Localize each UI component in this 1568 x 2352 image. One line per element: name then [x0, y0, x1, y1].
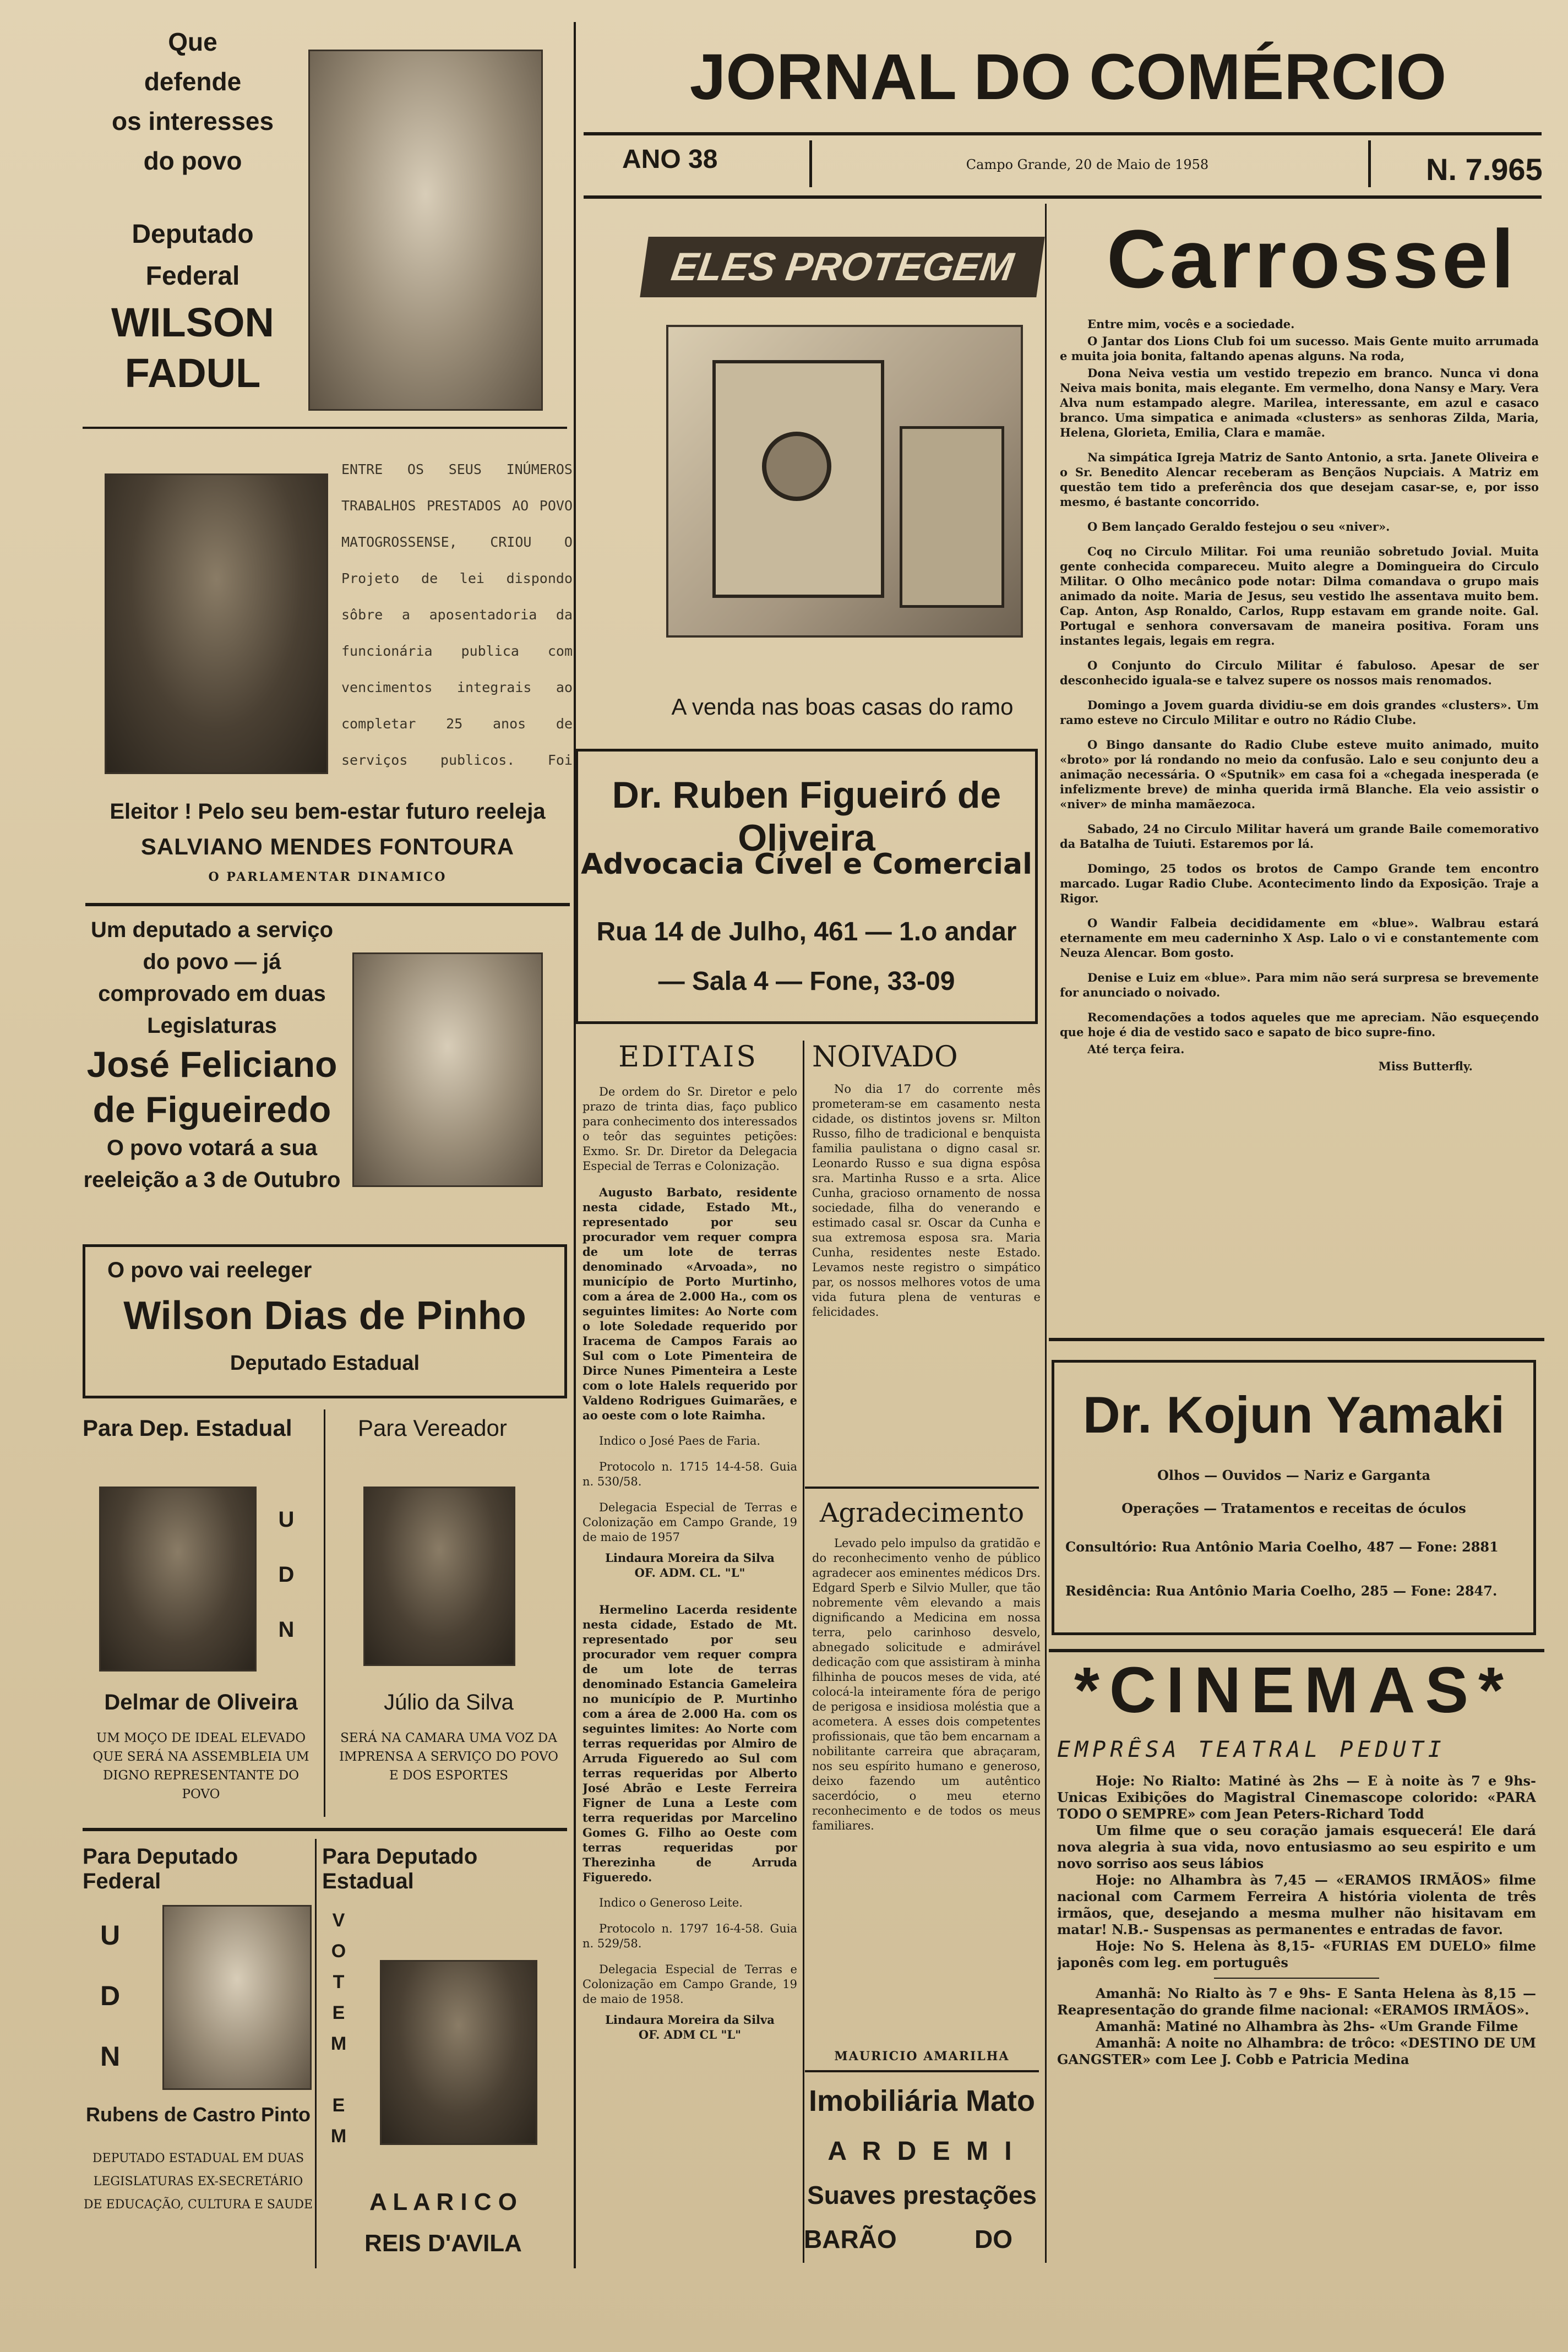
fadul-name2: FADUL [124, 350, 261, 396]
wilson-dias-name: Wilson Dias de Pinho [123, 1294, 526, 1338]
protegem-ad [633, 226, 1052, 738]
carrossel-p: O Conjunto do Circulo Militar é fabuloso. Apesar de ser desconhecido iguala-se e talvez supere os nossos mais renomados. [1060, 658, 1539, 687]
votem-letter: E [332, 2095, 345, 2116]
kojun-name: Dr. Kojun Yamaki [1082, 1386, 1505, 1444]
kojun-cons: Consultório: Rua Antônio Maria Coelho, 487 — Fone: 2881 [1065, 1539, 1499, 1555]
votem-letter: O [331, 1941, 346, 1962]
dep-estadual-header: Para Dep. Estadual [83, 1415, 292, 1441]
cinemas-p6: Amanhã: Matiné no Alhambra às 2hs- «Um Grande Filme [1096, 2018, 1518, 2034]
rubens-desc: DEPUTADO ESTADUAL EM DUAS LEGISLATURAS EX-SECRETÁRIO DE EDUCAÇÃO, CULTURA E SAUDE [83, 2152, 313, 2212]
agradecimento-sig: MAURICIO AMARILHA [834, 2049, 1010, 2064]
cinemas-body [1057, 1773, 1536, 2257]
votem-letter [325, 2059, 352, 2090]
dep-federal-header: Para Deputado Federal [83, 1844, 238, 1893]
imobiliaria-l4b: DO [974, 2225, 1012, 2253]
wilson-dias-l1: O povo vai reeleger [107, 1258, 312, 1282]
cinemas-title: *CINEMAS* [1074, 1654, 1513, 1727]
feliciano-photo [352, 952, 543, 1187]
masthead-dateline: Campo Grande, 20 de Maio de 1958 [966, 157, 1209, 172]
ruben-name: Dr. Ruben Figueiró de Oliveira [612, 774, 1001, 859]
masthead-rule-bottom [584, 195, 1542, 199]
masthead-rule-top [584, 132, 1542, 135]
feliciano-name1: José Feliciano [86, 1044, 337, 1085]
udn-letter: D [100, 1980, 121, 2011]
fadul-line2: defende [144, 67, 242, 96]
masthead-number: N. 7.965 [1426, 152, 1543, 187]
salviano-text: ENTRE OS SEUS INÚMEROS TRABALHOS PRESTADOS AO POVO MATOGROSSENSE, CRIOU O Projeto de lei dispondo sôbre a aposentadoria da funcionária publica com vencimentos integrais ao completar 25 anos de serviços publicos. Foi [341, 461, 573, 768]
carrossel-title: Carrossel [1107, 213, 1518, 305]
editais-sig4: OF. ADM CL "L" [638, 2028, 742, 2041]
carrossel-p: Dona Neiva vestia um vestido trepezio em branco. Nunca vi dona Neiva mais bonita, mais elegante. Em vermelho, dona Nansy e Mary. Vera Alva num estampado alegre. Marilea, interessante, em azul e casaco branco. Uma simpatica e animada «clusters» as senhoras Zilda, Maria, Helena, Glorieta, Emilia, Clara e mamãe. [1060, 366, 1539, 439]
cabinet-icon [900, 426, 1004, 608]
carrossel-p: Na simpática Igreja Matriz de Santo Antonio, a srta. Janete Oliveira e o Sr. Benedito Alencar receberam as Bençãos Nupciais. A Matriz em questão tem tido a preferência dos que desejam casar-se, e, por isso mesmo, é bastante concorrido. [1060, 450, 1539, 509]
carrossel-p: Coq no Circulo Militar. Foi uma reunião sobretudo Jovial. Muita gente conhecida compareceu. Muito alegre a Domingueira do Circulo Militar. O Olho mecânico pode notar: Dilma comandava o grupo mais animado da noite. Maria de Jesus, seu vestido lhe assentava muito bem. Cap. Anton, Asp Ronaldo, Carlos, Rupp estavam em grande noite. Gal. Portugal e senhora conversavam de maneira positiva. Foram uns instantes legais, legais em regra. [1060, 545, 1539, 647]
masthead-title: JORNAL DO COMÉRCIO [689, 41, 1447, 113]
julio-desc: SERÁ NA CAMARA UMA VOZ DA IMPRENSA A SERVIÇO DO POVO E DOS ESPORTES [339, 1731, 559, 1783]
ruben-addr: Rua 14 de Julho, 461 — 1.o andar [596, 917, 1017, 946]
delmar-name: Delmar de Oliveira [104, 1690, 298, 1714]
cinemas-sub: EMPRÊSA TEATRAL PEDUTI [1057, 1737, 1446, 1762]
cinemas-p5: Amanhã: No Rialto às 7 e 9hs- E Santa Helena às 8,15 — Reapresentação do grande filme nacional: «ERAMOS IRMÃOS». [1057, 1985, 1536, 2018]
votem-letter: M [330, 2126, 347, 2147]
divider-rule [805, 1487, 1039, 1489]
editais-sig3: Lindaura Moreira da Silva [605, 2013, 775, 2027]
fadul-name1: WILSON [111, 300, 274, 345]
votem-letter: E [332, 2002, 345, 2023]
udn-letter: U [100, 1920, 121, 1951]
kojun-ops: Operações — Tratamentos e receitas de óculos [1121, 1500, 1466, 1516]
vereador-header: Para Vereador [358, 1415, 507, 1441]
carrossel-p: Domingo a Jovem guarda dividiu-se em dois grandes «clusters». Um ramo esteve no Circulo Militar e outro no Rádio Clube. [1060, 698, 1539, 727]
cinemas-p1: Hoje: No Rialto: Matiné às 2hs — E à noite às 7 e 9hs-Unicas Exibições do Magistral Cinemascope colorido: «PARA TODO O SEMPRE» com Jean Peters-Richard Todd [1057, 1773, 1536, 1822]
carrossel-p: O Bem lançado Geraldo festejou o seu «niver». [1087, 520, 1390, 533]
fadul-role2: Federal [145, 262, 240, 291]
ruben-room: — Sala 4 — Fone, 33-09 [658, 967, 955, 996]
carrossel-p: O Wandir Falbeia decididamente em «blue». Walbrau estará eternamente em meu caderninho X Asp. Lalo o vi e constantemente com Neuza Alencar. Bom gosto. [1060, 916, 1539, 960]
fadul-photo [308, 50, 543, 411]
cinemas-p2: Um filme que o seu coração jamais esquecerá! Ele dará nova alegria à sua vida, novo entusiasmo ao seu espirito e um novo sorriso aos seus lábios [1057, 1822, 1536, 1871]
carrossel-p: Denise e Luiz em «blue». Para mim não será surpresa se brevemente for anunciado o noivado. [1060, 971, 1539, 999]
editais-p1: De ordem do Sr. Diretor e pelo prazo de trinta dias, faço publico para conhecimento dos interessados o teôr das seguintes petições: Exmo. Sr. Dr. Diretor da Delegacia Especial de Terras e Colonização. [582, 1085, 797, 1173]
editais-p6: Hermelino Lacerda residente nesta cidade, Estado de Mt. representado por seu procurador vem requer compra de um lote de terras denominado Estancia Gameleira no município de P. Murtinho com a área de 2.000 Ha. com os seguintes limites: Ao Norte com terras requeridas por Almiro de Arruda Figueredo ao Sul com terras requeridas por Alberto José Abrão e Leste Ferreira Figner de Luna a Leste com terra requeridas por Marcelino Gomes G. Filho ao Oeste com terras requeridas por Therezinha de Arruda Figueredo. [582, 1603, 797, 1884]
delmar-udn [264, 1492, 308, 1668]
masthead-sep [809, 140, 812, 187]
divider-rule [83, 427, 567, 429]
editais-p4: Protocolo n. 1715 14-4-58. Guia n. 530/58. [582, 1460, 797, 1488]
votem-em [325, 1905, 352, 2169]
alarico-name2: REIS D'AVILA [364, 2230, 522, 2257]
delmar-desc: UM MOÇO DE IDEAL ELEVADO QUE SERÁ NA ASSEMBLEIA UM DIGNO REPRESENTANTE DO POVO [92, 1731, 309, 1801]
salviano-line1: Eleitor ! Pelo seu bem-estar futuro reeleja [110, 799, 546, 824]
fadul-line3: os interesses [111, 107, 274, 135]
editais-col1 [582, 1085, 797, 2263]
imobiliaria-title: Imobiliária Mato [808, 2084, 1036, 2117]
kojun-spec: Olhos — Ouvidos — Nariz e Garganta [1157, 1467, 1431, 1483]
editais-title: EDITAIS [618, 1041, 758, 1074]
carrossel-p: Entre mim, vocês e a sociedade. [1087, 317, 1295, 331]
cinemas-p4: Hoje: No S. Helena às 8,15- «FURIAS EM DUELO» filme japonês com leg. em português [1057, 1938, 1536, 1970]
agradecimento-text: Levado pelo impulso da gratidão e do reconhecimento venho de público agradecer aos eminentes médicos Drs. Edgard Sperb e Silvio Muller, que tão nobremente vêm elevando a mais dignificando a Medicina em nossa terra, pelo carinhoso desvelo, abnegado solicitude e admirável dedicação com que assistiram à minha filhinha de poucos meses de vida, até colocá-la inteiramente fóra de perigo de perigosa e insidiosa moléstia que a acometera. A esses dois competentes profissionais, que tão bem encarnam a nobilitante carreira que abraçaram, nos seu espírito humano e generoso, deixo fazendo um autêntico sacerdócio, o meu eterno reconhecimento e de todos os meus familiares. [812, 1537, 1041, 1832]
votem-letter: V [332, 1910, 345, 1931]
carrossel-body [1060, 317, 1539, 1308]
kojun-res: Residência: Rua Antônio Maria Coelho, 285 — Fone: 2847. [1065, 1583, 1498, 1599]
carrossel-p: Sabado, 24 no Circulo Militar haverá um grande Baile comemorativo da Batalha de Tuiuti. Estaremos por lá. [1060, 822, 1539, 851]
rubens-photo [162, 1905, 312, 2090]
divider-rule [1049, 1338, 1544, 1341]
agradecimento-title: Agradecimento [819, 1498, 1025, 1528]
divider-rule [83, 1828, 567, 1831]
editais-sig2: OF. ADM. CL. "L" [634, 1566, 745, 1580]
editais-p8: Protocolo n. 1797 16-4-58. Guia n. 529/58. [582, 1922, 797, 1950]
rubens-udn [94, 1905, 127, 2081]
safe-dial-icon [762, 432, 831, 501]
column-rule [315, 1839, 317, 2268]
protegem-caption: A venda nas boas casas do ramo [671, 694, 1014, 720]
noivado-text: No dia 17 do corrente mês prometeram-se em casamento nesta cidade, os distintos jovens sr. Milton Russo, filho de tradicional e benquista familia paulistana o digno casal sr. Leonardo Russo e sua digna espôsa sra. Martinha Russo e a srta. Alice Cunha, gracioso ornamento de nossa sociedade, filha do venerando e estimado casal sr. Oscar da Cunha e sua extremosa esposa sra. Maria Cunha, residentes neste Estado. Levamos neste registro o simpático par, os nossos melhores votos de uma vida futura plena de venturas e felicidades. [812, 1082, 1041, 1319]
column-rule [803, 1041, 804, 2263]
cinemas-p3: Hoje: no Alhambra às 7,45 — «ERAMOS IRMÃOS» filme nacional com Carmem Ferreira A história violenta de três irmãos, que, desejando a mesma mulher não hisitavam em matar! N.B.- Suspensas as permanentes e entradas de favor. [1057, 1872, 1536, 1937]
udn-letter: N [100, 2041, 121, 2072]
udn-letter: N [278, 1618, 295, 1642]
protegem-banner: ELES PROTEGEM [640, 237, 1044, 297]
cinemas-divider [1214, 1978, 1379, 1979]
carrossel-p: O Jantar dos Lions Club foi um sucesso. Mais Gente muito arrumada e muita joia bonita, faltando apenas alguns. Na roda, [1060, 334, 1539, 363]
julio-name: Júlio da Silva [384, 1690, 514, 1714]
ruben-spec: Advocacia Cível e Comercial [581, 848, 1032, 881]
editais-p2: Augusto Barbato, residente nesta cidade, Estado Mt., representado por seu procurador vem requer compra de um lote de terras denominado «Arvoada», no município de Porto Murtinho, com a área de 2.000 Ha., com os seguintes limites: Ao Norte com o lote Soledade requerido por Iracema de Campos Farais ao Sul com o Lote Pimenteira de Dirce Nunes Pimenteira a Leste com o lote Halels requerido por Valdeno Rodrigues Guimarães, e ao oeste com o lote Raimha. [582, 1185, 797, 1422]
votem-letter: M [330, 2033, 347, 2054]
editais-p9: Delegacia Especial de Terras e Colonização em Campo Grande, 19 de maio de 1958. [582, 1963, 797, 2006]
feliciano-outro: O povo votará a sua reeleição a 3 de Outubro [83, 1136, 341, 1192]
julio-photo [363, 1487, 515, 1666]
salviano-photo [105, 473, 328, 774]
feliciano-intro: Um deputado a serviço do povo — já comprovado em duas Legislaturas [90, 918, 334, 1038]
wilson-dias-role: Deputado Estadual [230, 1352, 420, 1375]
imobiliaria-l3: Suaves prestações [807, 2181, 1037, 2209]
column-rule [1045, 204, 1047, 2263]
carrossel-p: Domingo, 25 todos os brotos de Campo Grande tem encontro marcado. Lugar Radio Clube. Acontecimento lindo da Exposição. Traje a Rigor. [1060, 862, 1539, 905]
rubens-name: Rubens de Castro Pinto [85, 2103, 311, 2126]
divider-rule [805, 2070, 1039, 2072]
salviano-tag: O PARLAMENTAR DINAMICO [208, 870, 447, 884]
udn-letter: U [278, 1507, 295, 1532]
wilson-dias-box [83, 1244, 567, 1398]
feliciano-name2: de Figueiredo [92, 1089, 331, 1130]
delmar-photo [99, 1487, 257, 1672]
carrossel-p: Até terça feira. [1087, 1042, 1185, 1056]
carrossel-p: O Bingo dansante do Radio Clube esteve muito animado, muito «broto» por lá rondando no meio da confusão. Lalo e seu conjunto deu a animação necessária. O «Sputnik» em casa foi a «chegada inesperada (e infelizmente breve) de minha querida irmã Blanche. Ela veio assistir o «niver» de minha mamãezoca. [1060, 738, 1539, 811]
fadul-line4: do povo [143, 146, 242, 175]
editais-p7: Indico o Generoso Leite. [599, 1896, 743, 1909]
fadul-role1: Deputado [132, 220, 254, 249]
column-rule [324, 1409, 325, 1817]
fadul-ad-text [83, 22, 303, 429]
dep-estadual2-header: Para Deputado Estadual [322, 1844, 478, 1893]
masthead-ano: ANO 38 [622, 145, 718, 174]
editais-sig: Lindaura Moreira da Silva [605, 1551, 775, 1565]
carrossel-sig: Miss Butterfly. [1378, 1059, 1473, 1073]
editais-p3: Indico o José Paes de Faria. [599, 1434, 761, 1447]
safe-illustration [666, 325, 1023, 638]
imobiliaria-l4a: BARÃO [804, 2225, 897, 2253]
carrossel-p: Recomendações a todos aqueles que me apreciam. Não esqueçendo que hoje é dia de vestido saco e sapato de bico supre-fino. [1060, 1010, 1539, 1039]
alarico-photo [380, 1960, 537, 2145]
feliciano-ad [83, 914, 341, 1222]
noivado-title: NOIVADO [812, 1041, 958, 1074]
kojun-ad-box [1052, 1360, 1536, 1635]
ruben-ad-box [575, 749, 1038, 1024]
udn-letter: D [278, 1562, 295, 1587]
column-rule [574, 22, 576, 2268]
fadul-line1: Que [168, 28, 217, 56]
editais-p5: Delegacia Especial de Terras e Colonização em Campo Grande, 19 de maio de 1957 [582, 1501, 797, 1544]
alarico-name1: A L A R I C O [369, 2188, 518, 2215]
masthead-sep [1368, 140, 1371, 187]
cinemas-p7: Amanhã: A noite no Alhambra: de trôco: «DESTINO DE UM GANGSTER» com Lee J. Cobb e Patricia Medina [1057, 2035, 1536, 2067]
votem-letter: T [333, 1972, 345, 1992]
imobiliaria-l2: A R D E M I [827, 2137, 1016, 2166]
salviano-name: SALVIANO MENDES FONTOURA [140, 834, 515, 859]
divider-rule [85, 903, 570, 906]
